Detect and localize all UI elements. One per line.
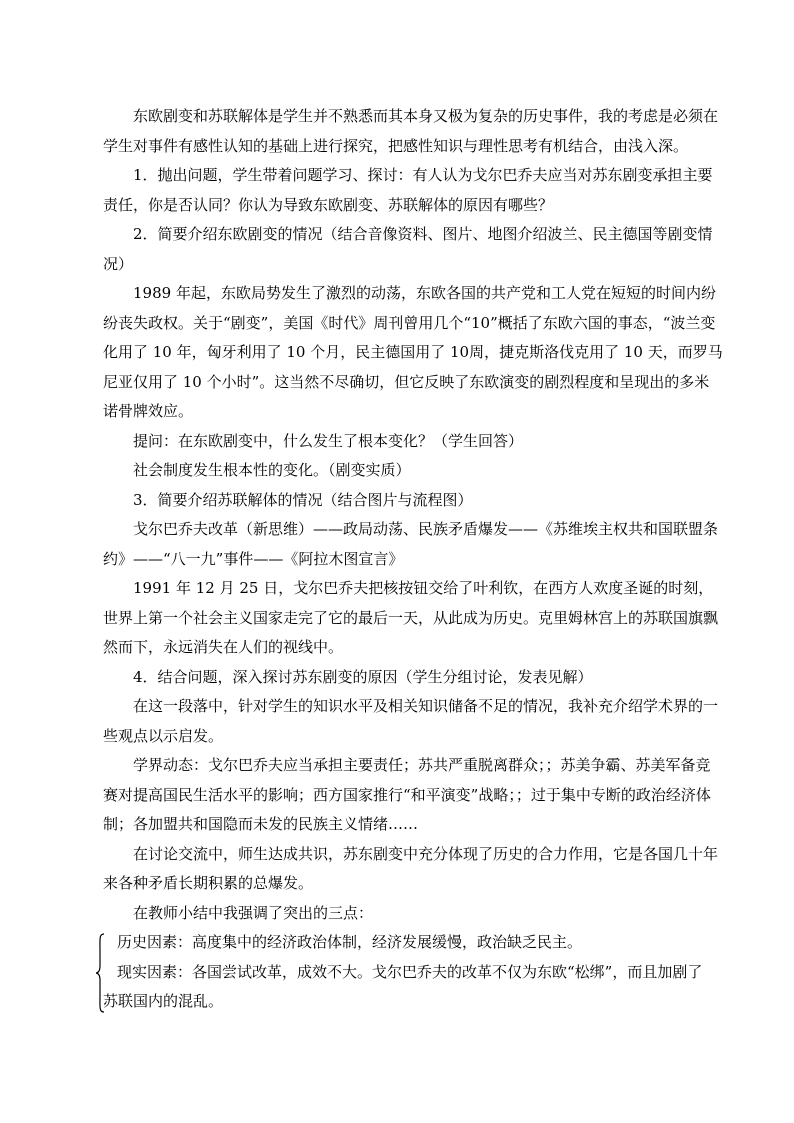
paragraph-consensus: 在讨论交流中，师生达成共识，苏东剧变中充分体现了历史的合力作用，它是各国几十年来各种矛盾长期积累的总爆发。 (103, 844, 719, 892)
summary-reality-factor-cont: 苏联国内的混乱。 (103, 992, 224, 1010)
paragraph-step-4: 4．结合问题，深入探讨苏东剧变的原因（学生分组讨论，发表见解） (133, 667, 593, 686)
paragraph-academic: 学界动态：戈尔巴乔夫应当承担主要责任；苏共严重脱离群众；；苏美争霸、苏美军备竞赛对提高国民生活水平的影响；西方国家推行“和平演变”战略；；过于集中专断的政治经济体制；各加盟共和国隐而未发的民族主义情绪…… (103, 756, 711, 833)
summary-reality-factor: 现实因素：各国尝试改革，成效不大。戈尔巴乔夫的改革不仅为东欧“松绑”，而且加剧了 (117, 962, 703, 981)
paragraph-summary-intro: 在教师小结中我强调了突出的三点： (133, 903, 374, 922)
paragraph-step-3: 3．简要介绍苏联解体的情况（结合图片与流程图） (133, 490, 473, 509)
paragraph-1991: 1991 年 12 月 25 日，戈尔巴乔夫把核按钮交给了叶利钦，在西方人欢度圣诞的时刻，世界上第一个社会主义国家走完了它的最后一天，从此成为历史。克里姆林宫上的苏联国旗飘然而下，永远消失在人们的视线中。 (103, 579, 719, 656)
document-body (103, 102, 723, 1017)
paragraph-supplement: 在这一段落中，针对学生的知识水平及相关知识储备不足的情况，我补充介绍学术界的一些观点以示启发。 (103, 697, 719, 745)
summary-block (103, 928, 723, 1017)
paragraph-answer: 社会制度发生根本性的变化。（剧变实质） (133, 461, 411, 479)
brace-icon (95, 933, 105, 1013)
paragraph-soviet-timeline: 戈尔巴乔夫改革（新思维）——政局动荡、民族矛盾爆发——《苏维埃主权共和国联盟条约》——“八一九”事件——《阿拉木图宣言》 (103, 520, 719, 568)
paragraph-1989: 1989 年起，东欧局势发生了激烈的动荡，东欧各国的共产党和工人党在短短的时间内纷纷丧失政权。关于“剧变”，美国《时代》周刊曾用几个“10”概括了东欧六国的事态，“波兰变化用了 10 年，匈牙利用了 10 个月，民主德国用了 10周，捷克斯洛伐克用了 10 天，而罗马尼亚仅用了 10 个小时”。这当然不尽确切，但它反映了东欧演变的剧烈程度和呈现出的多米诺骨牌效应。 (103, 284, 723, 420)
paragraph-question: 提问：在东欧剧变中，什么发生了根本变化？（学生回答） (133, 431, 524, 450)
paragraph-step-1: 1．抛出问题，学生带着问题学习、探讨：有人认为戈尔巴乔夫应当对苏东剧变承担主要责任，你是否认同？你认为导致东欧剧变、苏联解体的原因有哪些？ (103, 166, 713, 214)
paragraph-step-2: 2．简要介绍东欧剧变的情况（结合音像资料、图片、地图介绍波兰、民主德国等剧变情况） (103, 225, 713, 273)
summary-history-factor: 历史因素：高度集中的经济政治体制，经济发展缓慢，政治缺乏民主。 (117, 933, 583, 951)
paragraph-intro: 东欧剧变和苏联解体是学生并不熟悉而其本身又极为复杂的历史事件，我的考虑是必须在学生对事件有感性认知的基础上进行探究，把感性知识与理性思考有机结合，由浅入深。 (103, 107, 719, 155)
